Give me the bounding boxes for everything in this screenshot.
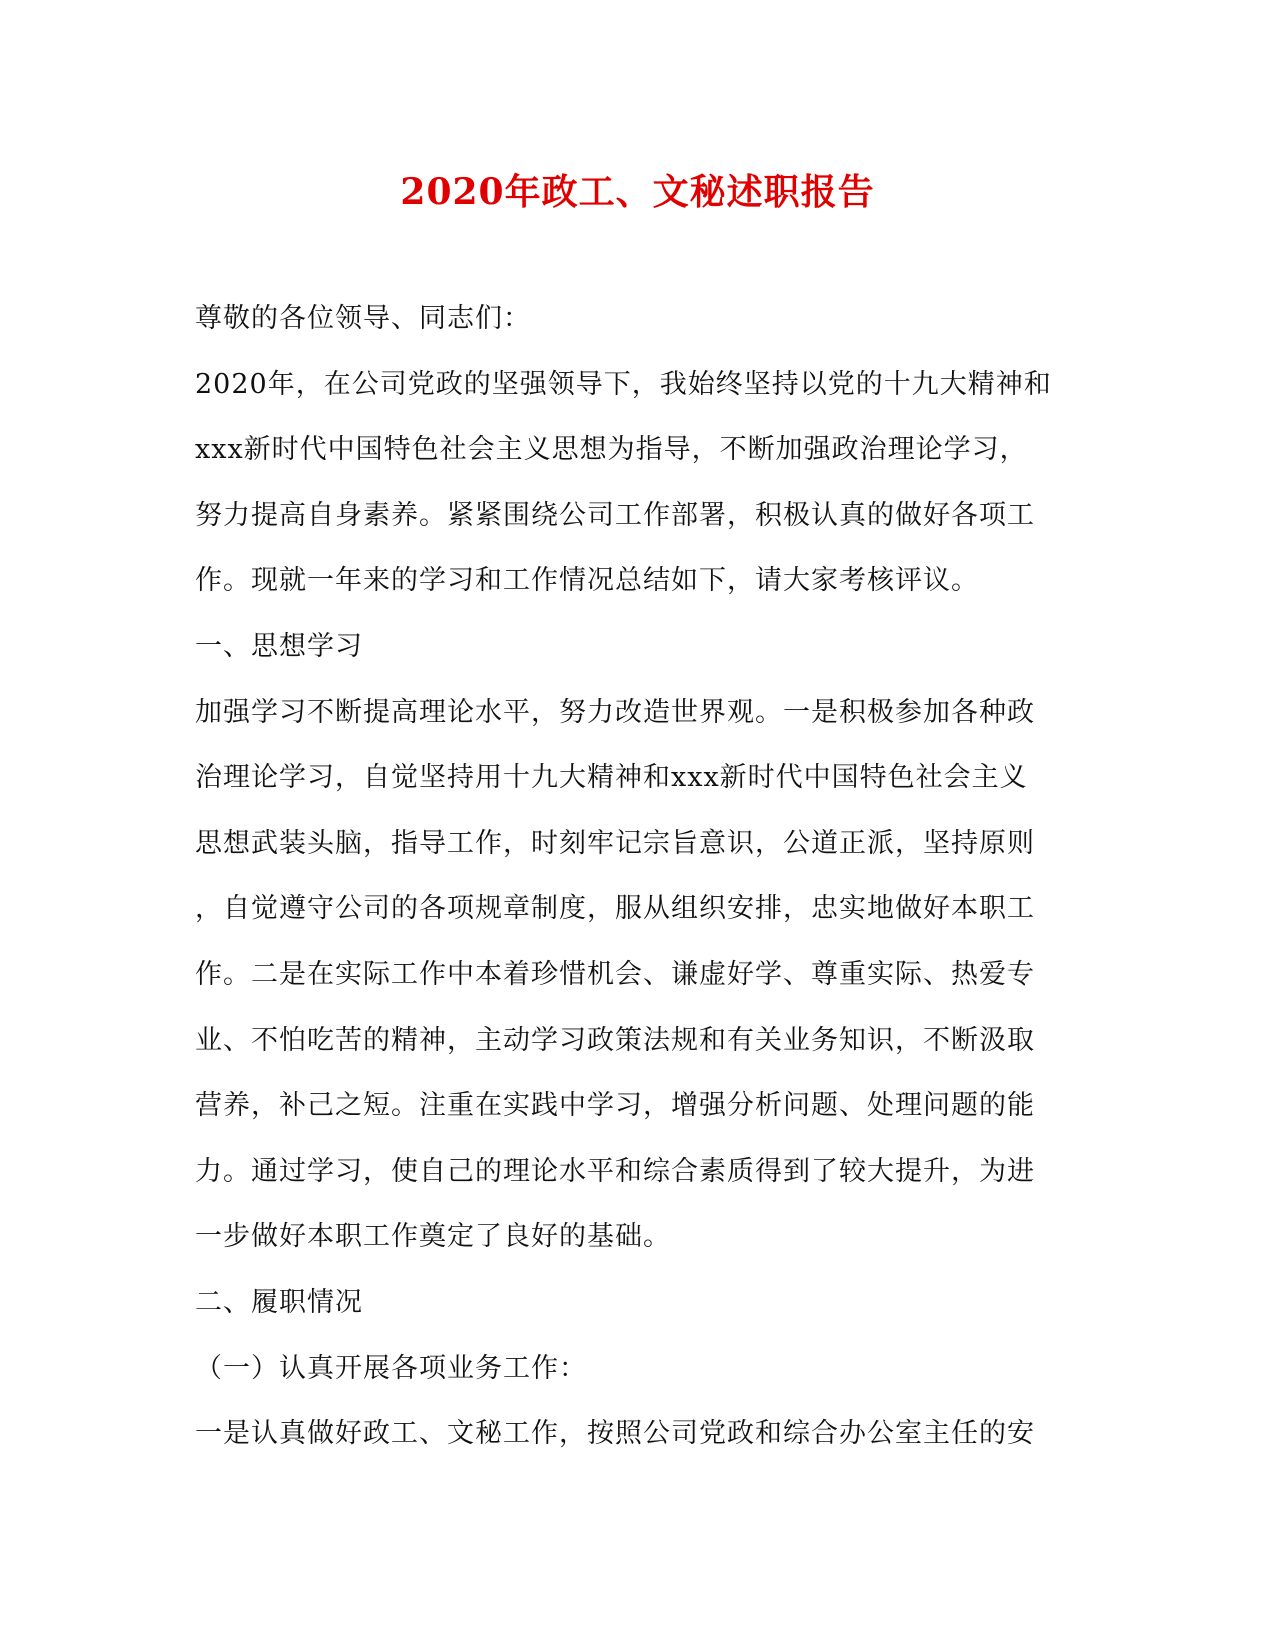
paragraph-line: 一步做好本职工作奠定了良好的基础。 <box>195 1221 671 1253</box>
paragraph-line: 作。二是在实际工作中本着珍惜机会、谦虚好学、尊重实际、热爱专 <box>195 958 1035 990</box>
paragraph-line: 力。通过学习，使自己的理论水平和综合素质得到了较大提升，为进 <box>195 1155 1035 1187</box>
paragraph-line: 业、不怕吃苦的精神，主动学习政策法规和有关业务知识，不断汲取 <box>195 1024 1035 1056</box>
paragraph-line: 思想武装头脑，指导工作，时刻牢记宗旨意识，公道正派，坚持原则 <box>195 827 1035 859</box>
section-heading-2: 二、履职情况 <box>195 1286 363 1318</box>
paragraph-line: 努力提高自身素养。紧紧围绕公司工作部署，积极认真的做好各项工 <box>195 499 1035 531</box>
paragraph-line: 营养，补己之短。注重在实践中学习，增强分析问题、处理问题的能 <box>195 1090 1035 1122</box>
section-heading-1: 一、思想学习 <box>195 630 363 662</box>
salutation-line: 尊敬的各位领导、同志们： <box>195 303 531 334</box>
paragraph-line: 一是认真做好政工、文秘工作，按照公司党政和综合办公室主任的安 <box>195 1418 1035 1450</box>
paragraph-line: 作。现就一年来的学习和工作情况总结如下，请大家考核评议。 <box>195 565 979 597</box>
paragraph-line: ，自觉遵守公司的各项规章制度，服从组织安排，忠实地做好本职工 <box>195 893 1035 925</box>
paragraph-line: 加强学习不断提高理论水平，努力改造世界观。一是积极参加各种政 <box>195 696 1035 728</box>
document-title: 2020年政工、文秘述职报告 <box>400 171 875 213</box>
document-body <box>195 286 1075 1467</box>
subsection-heading: （一）认真开展各项业务工作： <box>195 1352 587 1384</box>
paragraph-line: 2020年，在公司党政的坚强领导下，我始终坚持以党的十九大精神和 <box>195 368 1052 400</box>
paragraph-line: xxx新时代中国特色社会主义思想为指导，不断加强政治理论学习， <box>195 434 1028 466</box>
paragraph-line: 治理论学习，自觉坚持用十九大精神和xxx新时代中国特色社会主义 <box>195 762 1028 794</box>
